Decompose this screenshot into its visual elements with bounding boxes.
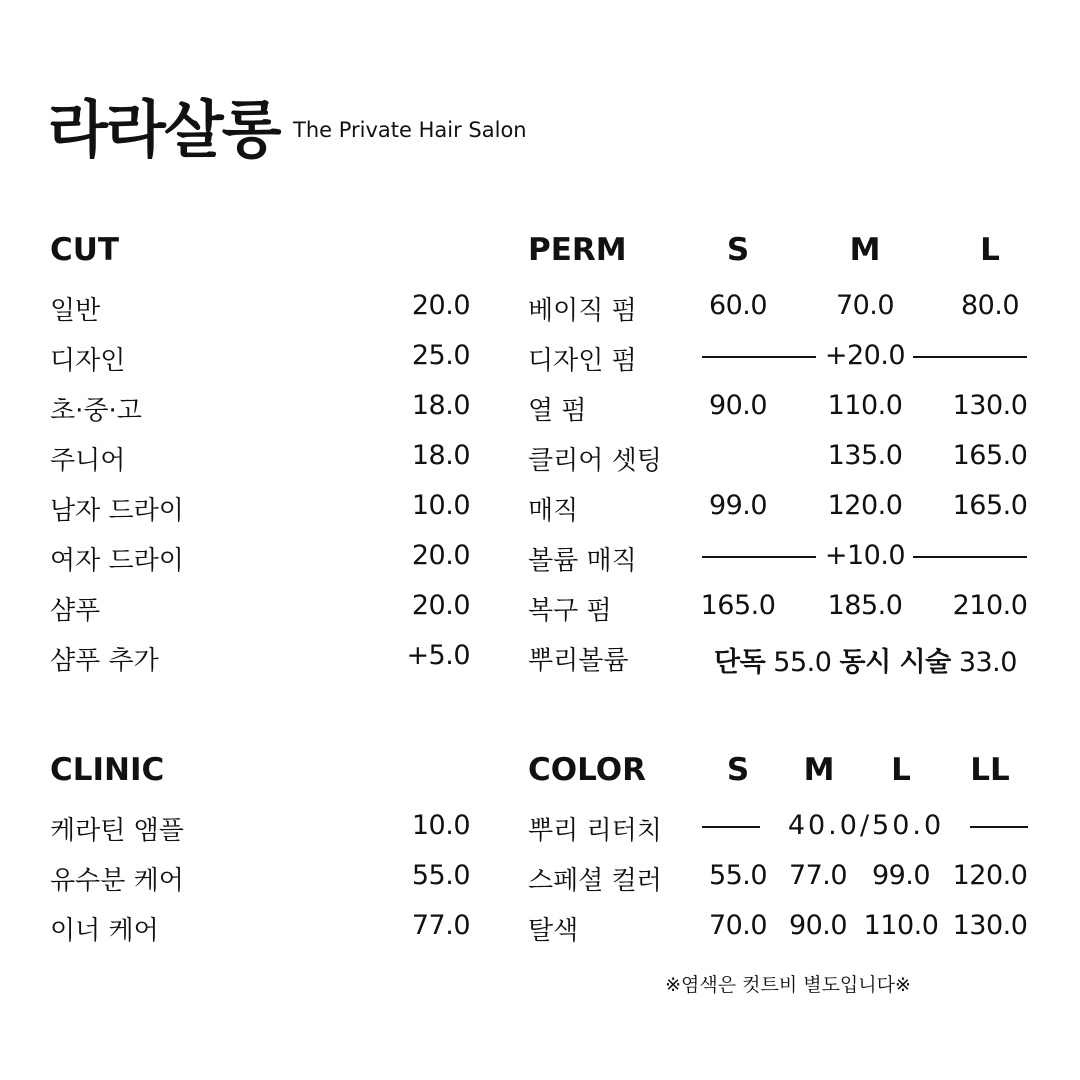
cut-item-name: 남자 드라이 bbox=[50, 496, 184, 526]
perm-item-name: 볼륨 매직 bbox=[528, 546, 637, 576]
perm-size-s: S bbox=[726, 232, 750, 268]
cut-item-name: 주니어 bbox=[50, 446, 126, 476]
color-size-ll: LL bbox=[970, 752, 1010, 788]
perm-item-name: 클리어 셋팅 bbox=[528, 446, 662, 476]
perm-price-s: 60.0 bbox=[708, 290, 768, 321]
cut-item-price: 18.0 bbox=[411, 440, 470, 471]
perm-price-m: 135.0 bbox=[827, 440, 903, 471]
color-item-name: 탈색 bbox=[528, 916, 579, 946]
color-size-s: S bbox=[726, 752, 750, 788]
cut-heading: CUT bbox=[50, 232, 120, 268]
salon-title: 라라살롱 bbox=[48, 93, 280, 166]
perm-item-name: 매직 bbox=[528, 496, 579, 526]
perm-item-name: 뿌리볼륨 bbox=[528, 646, 629, 676]
solo-price: 55.0 bbox=[773, 647, 832, 678]
span-line bbox=[702, 826, 760, 828]
perm-price-l: 80.0 bbox=[960, 290, 1020, 321]
color-price-ll: 120.0 bbox=[952, 860, 1028, 891]
clinic-item-price: 55.0 bbox=[411, 860, 470, 891]
color-price-l: 99.0 bbox=[871, 860, 931, 891]
perm-price-m: 185.0 bbox=[827, 590, 903, 621]
color-size-l: L bbox=[891, 752, 911, 788]
perm-price-s: 165.0 bbox=[700, 590, 776, 621]
color-item-name: 뿌리 리터치 bbox=[528, 816, 662, 846]
cut-item-name: 샴푸 bbox=[50, 596, 101, 626]
salon-subtitle: The Private Hair Salon bbox=[293, 118, 527, 142]
combo-price: 33.0 bbox=[958, 647, 1017, 678]
combo-label: 동시 시술 bbox=[839, 647, 951, 678]
cut-item-name: 초·중·고 bbox=[50, 396, 142, 426]
perm-item-name: 베이직 펌 bbox=[528, 296, 637, 326]
perm-item-name: 열 펌 bbox=[528, 396, 587, 426]
color-size-m: M bbox=[803, 752, 835, 788]
color-price-l: 110.0 bbox=[863, 910, 939, 941]
color-heading: COLOR bbox=[528, 752, 646, 788]
cut-item-name: 디자인 bbox=[50, 346, 126, 376]
color-price-s: 55.0 bbox=[708, 860, 768, 891]
perm-price-all: +20.0 bbox=[824, 340, 906, 371]
clinic-heading: CLINIC bbox=[50, 752, 165, 788]
color-price-m: 77.0 bbox=[788, 860, 848, 891]
perm-item-name: 복구 펌 bbox=[528, 596, 612, 626]
color-price-s: 70.0 bbox=[708, 910, 768, 941]
perm-item-name: 디자인 펌 bbox=[528, 346, 637, 376]
perm-price-m: 70.0 bbox=[835, 290, 895, 321]
perm-price-m: 110.0 bbox=[827, 390, 903, 421]
clinic-item-name: 이너 케어 bbox=[50, 916, 159, 946]
cut-item-price: +5.0 bbox=[406, 640, 470, 671]
perm-size-m: M bbox=[849, 232, 881, 268]
perm-price-m: 120.0 bbox=[827, 490, 903, 521]
perm-price-l: 165.0 bbox=[952, 440, 1028, 471]
cut-item-name: 샴푸 추가 bbox=[50, 646, 159, 676]
cut-item-name: 일반 bbox=[50, 296, 101, 326]
clinic-item-price: 10.0 bbox=[411, 810, 470, 841]
cut-item-price: 18.0 bbox=[411, 390, 470, 421]
perm-heading: PERM bbox=[528, 232, 627, 268]
span-line bbox=[970, 826, 1028, 828]
color-price-all: 40.0/50.0 bbox=[787, 810, 945, 841]
color-item-name: 스페셜 컬러 bbox=[528, 866, 662, 896]
root-volume-pricing bbox=[714, 640, 1017, 679]
span-line bbox=[913, 356, 1027, 358]
clinic-item-price: 77.0 bbox=[411, 910, 470, 941]
perm-price-l: 130.0 bbox=[952, 390, 1028, 421]
color-price-ll: 130.0 bbox=[952, 910, 1028, 941]
clinic-item-name: 케라틴 앰플 bbox=[50, 816, 184, 846]
color-price-m: 90.0 bbox=[788, 910, 848, 941]
cut-item-name: 여자 드라이 bbox=[50, 546, 184, 576]
perm-price-s: 99.0 bbox=[708, 490, 768, 521]
span-line bbox=[913, 556, 1027, 558]
clinic-item-name: 유수분 케어 bbox=[50, 866, 184, 896]
color-note: ※염색은 컷트비 별도입니다※ bbox=[665, 974, 911, 996]
cut-item-price: 20.0 bbox=[411, 290, 470, 321]
perm-price-all: +10.0 bbox=[824, 540, 906, 571]
solo-label: 단독 bbox=[714, 647, 766, 678]
perm-size-l: L bbox=[980, 232, 1000, 268]
cut-item-price: 20.0 bbox=[411, 590, 470, 621]
perm-price-s: 90.0 bbox=[708, 390, 768, 421]
cut-item-price: 25.0 bbox=[411, 340, 470, 371]
span-line bbox=[702, 556, 816, 558]
cut-item-price: 10.0 bbox=[411, 490, 470, 521]
perm-price-l: 210.0 bbox=[952, 590, 1028, 621]
cut-item-price: 20.0 bbox=[411, 540, 470, 571]
perm-price-l: 165.0 bbox=[952, 490, 1028, 521]
span-line bbox=[702, 356, 816, 358]
